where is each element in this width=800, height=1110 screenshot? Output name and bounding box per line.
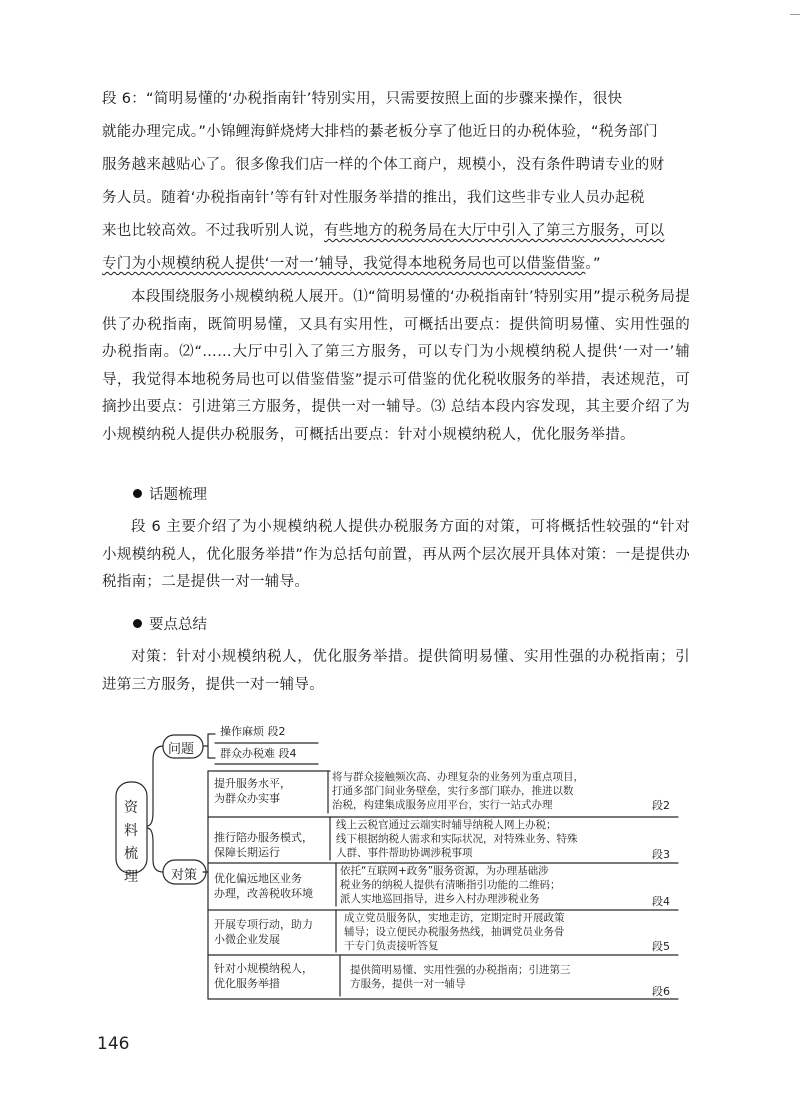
paragraph-tag: 段4 [278,747,297,760]
underlined-phrase: 专门为小规模纳税人提供‘一对一’辅导，我觉得本地税务局也可以借鉴借鉴 [102,256,586,272]
measure-4-detail [344,911,565,953]
measure-detail-line: 成立党员服务队，实地走访，定期定时开展政策 [344,912,565,924]
measure-2-summary [214,831,313,860]
problem-item-1 [220,725,286,740]
mindmap-root-label: 资料梳理 [124,800,138,885]
problem-item-1-text: 操作麻烦 [220,725,264,738]
measure-detail-line: 方服务，提供一对一辅导 [350,978,466,990]
measure-3-tag: 段4 [652,895,670,908]
underlined-phrase: 有些地方的税务局在大厅中引入了第三方服务，可以 [324,223,665,239]
measure-summary-line: 保障长期运行 [214,845,280,859]
measure-detail-line: 辅导；设立便民办税服务热线，抽调党员业务骨 [344,926,565,938]
measure-detail-line: 线下根据纳税人需求和实际状况，对特殊业务、特殊 [336,833,578,845]
measure-detail-line: 将与群众接触频次高、办理复杂的业务列为重点项目， [332,771,584,783]
measure-2-tag: 段3 [652,848,670,861]
source-line-3: 服务越来越贴心了。很多像我们店一样的个体工商户，规模小，没有条件聘请专业的财 [102,157,665,173]
measure-summary-line: 办理，改善税收环境 [214,886,313,900]
measure-detail-line: 派人实地巡回指导，进乡入村办理涉税业务 [340,893,540,905]
measure-5-detail [350,963,571,991]
analysis-paragraph: 本段围绕服务小规模纳税人展开。⑴“简明易懂的‘办税指南针’特别实用”提示税务局提供了办税指南，既简明易懂，又具有实用性，可概括出要点：提供简明易懂、实用性强的办税指南。⑵“……大厅中引入了第三方服务，可以专门为小规模纳税人提供‘一对一’辅导，我觉得本地税务局也可以借鉴借鉴”提示可借鉴的优化税收服务的举措，表述规范，可摘抄出要点：引进第三方服务，提供一对一辅导。⑶ 总结本段内容发现，其主要介绍了为小规模纳税人提供办税服务，可概括出要点：针对小规模纳税人，优化服务举措。 [102,289,690,443]
measure-1-detail [332,770,584,812]
summary-paragraph: 对策：针对小规模纳税人，优化服务举措。提供简明易懂、实用性强的办税指南；引进第三方服务，提供一对一辅导。 [102,649,690,693]
measure-summary-line: 提升服务水平， [214,777,291,790]
source-line-4: 务人员。随着‘办税指南针’等有针对性服务举措的推出，我们这些非专业人员办起税 [102,190,645,206]
measure-detail-line: 线上云税官通过云端实时辅导纳税人网上办税； [336,819,557,831]
source-line-1: 段 6：“简明易懂的‘办税指南针’特别实用，只需要按照上面的步骤来操作，很快 [102,91,623,107]
heading-summary-text: 要点总结 [149,617,207,633]
problem-item-2-text: 群众办税难 [220,747,275,760]
measure-5-tag: 段6 [652,985,670,998]
measure-4-summary [214,918,313,947]
measure-summary-line: 为群众办实事 [214,791,280,805]
measure-detail-line: 提供简明易懂、实用性强的办税指南；引进第三 [350,964,571,976]
paragraph-tag: 段2 [267,725,286,738]
measure-detail-line: 依托“互联网+政务”服务资源，为办理基础涉 [340,865,549,877]
measure-summary-line: 推行陪办服务模式， [214,831,313,844]
connector-problems-items [203,734,215,758]
measure-detail-line: 干专门负责接听答复 [344,940,439,952]
measure-5-summary [214,962,313,991]
measure-summary-line: 开展专项行动，助力 [214,918,313,931]
measure-summary-line: 小微企业发展 [214,932,280,946]
connector-root-problems [147,746,163,826]
problems-label: 问题 [168,742,195,757]
measure-1-summary [214,777,291,806]
connector-root-measures [147,828,163,872]
topic-paragraph: 段 6 主要介绍了为小规模纳税人提供办税服务方面的对策，可将概括性较强的“针对小规模纳税人，优化服务举措”作为总括句前置，再从两个层次展开具体对策：一是提供办税指南；二是提供一对一辅导。 [102,519,690,590]
measure-3-detail [340,864,561,906]
source-line-5-text: 来也比较高效。不过我听别人说， [102,223,324,239]
measure-summary-line: 优化偏远地区业务 [214,872,302,885]
measure-4-tag: 段5 [652,940,670,953]
problem-item-2 [220,747,297,762]
heading-topic-text: 话题梳理 [149,487,207,503]
source-line-2: 就能办理完成。”小锦鲤海鲜烧烤大排档的綦老板分享了他近日的办税体验，“税务部门 [102,124,658,140]
measure-2-detail [336,818,578,860]
measure-3-summary [214,872,313,901]
source-line-6-end: 。” [585,256,601,272]
measure-detail-line: 税业务的纳税人提供有清晰指引功能的二维码； [340,879,561,891]
measure-detail-line: 治税，构建集成服务应用平台，实行一站式办理 [332,799,553,811]
measure-summary-line: 针对小规模纳税人， [214,962,313,975]
measure-summary-line: 优化服务举措 [214,976,280,990]
measure-detail-line: 人群、事件帮助协调涉税事项 [336,847,473,859]
page-number: 146 [97,1034,130,1054]
measures-label: 对策 [171,868,198,883]
measure-1-tag: 段2 [652,799,670,812]
measure-detail-line: 打通多部门间业务壁垒，实行多部门联办，推进以数 [332,785,574,797]
